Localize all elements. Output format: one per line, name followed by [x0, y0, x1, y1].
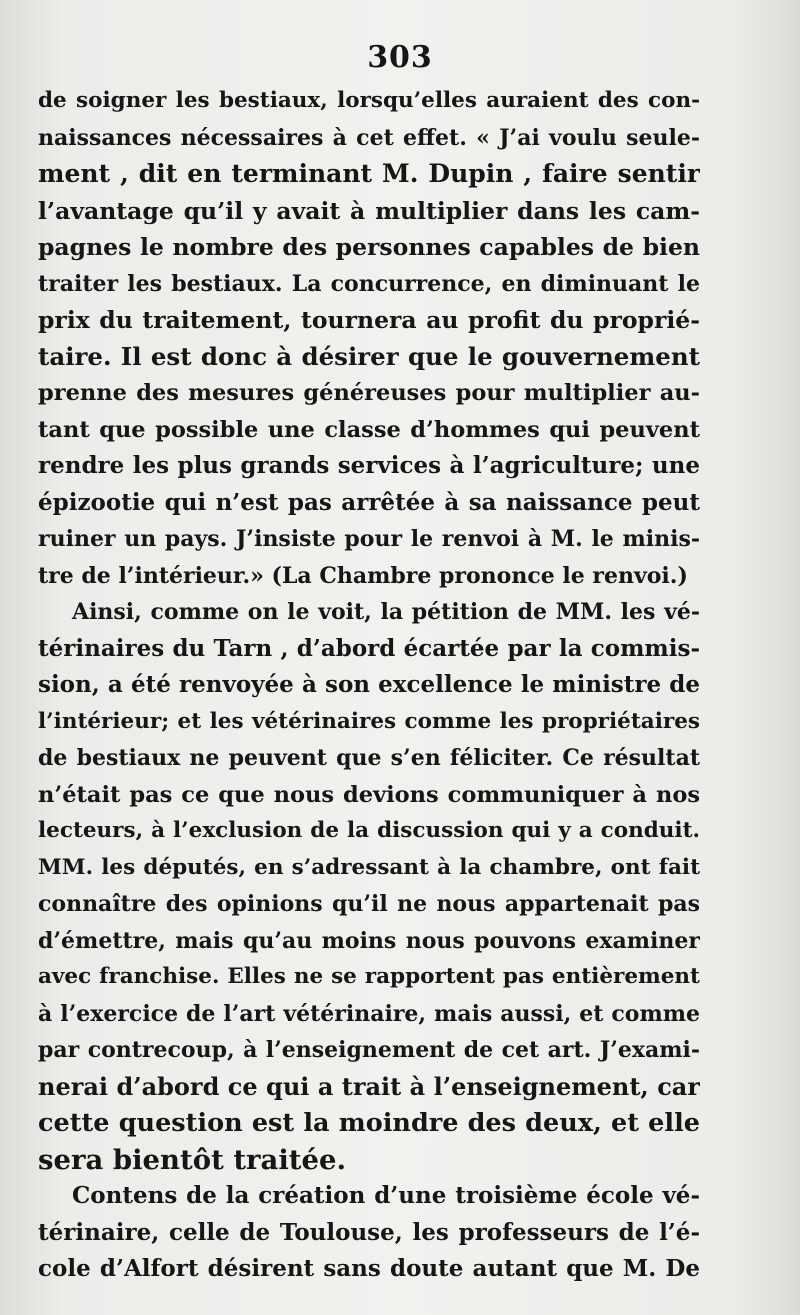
- text-line: taire. Il est donc à désirer que le gouvernement: [38, 341, 700, 371]
- text-line: avec franchise. Elles ne se rapportent pas entièrement: [38, 964, 700, 989]
- text-line: par contrecoup, à l’enseignement de cet art. J’exami-: [38, 1037, 700, 1063]
- text-line: de bestiaux ne peuvent que s’en féliciter. Ce résultat: [38, 745, 700, 771]
- text-line: Ainsi, comme on le voit, la pétition de MM. les vé-: [72, 599, 700, 625]
- text-line: cole d’Alfort désirent sans doute autant que M. De: [38, 1255, 700, 1282]
- text-line: connaître des opinions qu’il ne nous appartenait pas: [38, 891, 700, 917]
- text-line: naissances nécessaires à cet effet. « J’ai voulu seule-: [38, 124, 700, 151]
- text-line: de soigner les bestiaux, lorsqu’elles auraient des con-: [38, 88, 700, 113]
- text-line: sion, a été renvoyée à son excellence le ministre de: [38, 671, 700, 698]
- text-line: tant que possible une classe d’hommes qui peuvent: [38, 416, 700, 443]
- page-number: 303: [367, 40, 433, 75]
- text-line: l’intérieur; et les vétérinaires comme les propriétaires: [38, 708, 700, 734]
- text-line: prix du traitement, tournera au profit du proprié-: [38, 306, 700, 334]
- text-line: d’émettre, mais qu’au moins nous pouvons examiner: [38, 927, 700, 954]
- text-line: Contens de la création d’une troisième école vé-: [72, 1182, 700, 1209]
- text-line: ment , dit en terminant M. Dupin , faire sentir: [38, 159, 700, 188]
- text-line: rendre les plus grands services à l’agriculture; une: [38, 452, 700, 479]
- paragraph-2: [38, 594, 700, 1178]
- text-line: térinaire, celle de Toulouse, les professeurs de l’é-: [38, 1218, 700, 1246]
- text-line: MM. les députés, en s’adressant à la chambre, ont fait: [38, 854, 700, 880]
- body-text: [38, 83, 700, 1288]
- text-line: épizootie qui n’est pas arrêtée à sa naissance peut: [38, 488, 700, 516]
- text-line: à l’exercice de l’art vétérinaire, mais aussi, et comme: [38, 1000, 700, 1027]
- text-line: pagnes le nombre des personnes capables de bien: [38, 233, 700, 261]
- text-line: térinaires du Tarn , d’abord écartée par la commis-: [38, 634, 700, 662]
- text-line: l’avantage qu’il y avait à multiplier dans les cam-: [38, 196, 700, 225]
- text-line: tre de l’intérieur.» (La Chambre prononce le renvoi.): [38, 562, 688, 589]
- text-line: ruiner un pays. J’insiste pour le renvoi à M. le minis-: [38, 526, 700, 552]
- text-line: sera bientôt traitée.: [38, 1143, 347, 1176]
- paragraph-1: [38, 83, 700, 594]
- text-line: lecteurs, à l’exclusion de la discussion qui y a conduit.: [38, 818, 700, 843]
- paragraph-3: [38, 1178, 700, 1288]
- text-line: cette question est la moindre des deux, et elle: [38, 1108, 700, 1138]
- text-line: n’était pas ce que nous devions communiquer à nos: [38, 781, 700, 808]
- text-line: traiter les bestiaux. La concurrence, en diminuant le: [38, 270, 700, 297]
- text-line: nerai d’abord ce qui a trait à l’enseignement, car: [38, 1071, 700, 1101]
- text-line: prenne des mesures généreuses pour multiplier au-: [38, 380, 700, 406]
